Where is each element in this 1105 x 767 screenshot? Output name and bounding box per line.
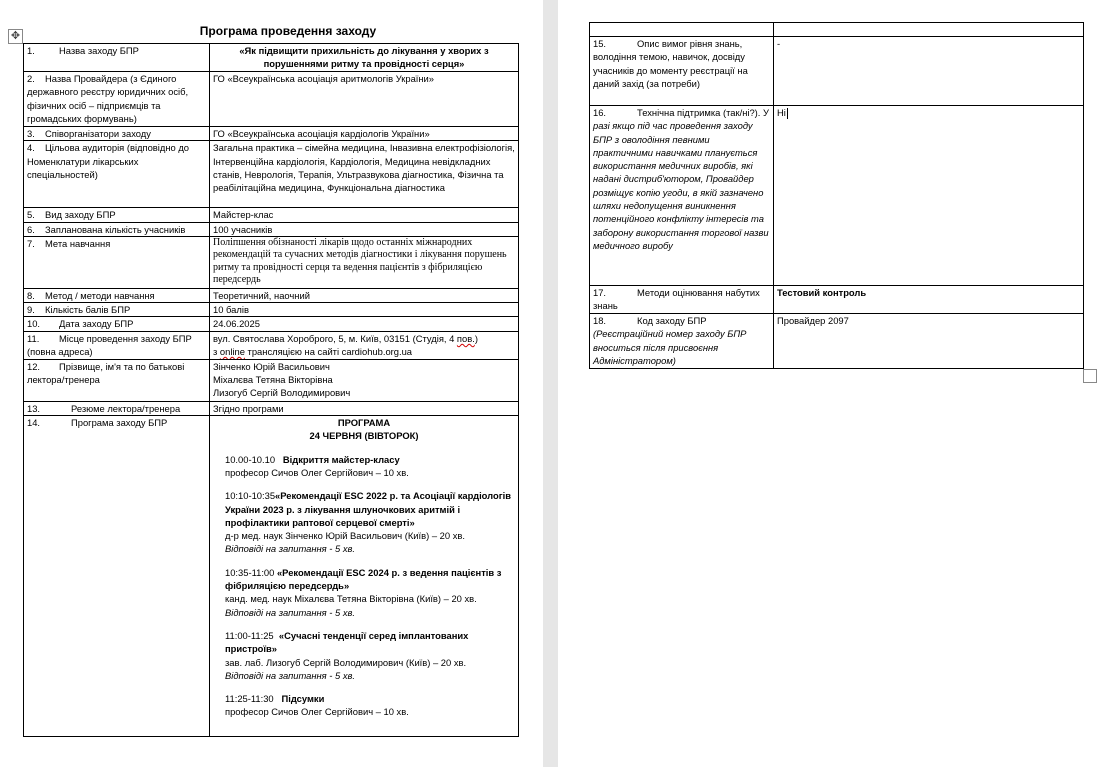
document-page-left — [0, 0, 543, 767]
teaching-methods: Теоретичний, наочний — [210, 288, 519, 302]
table-row — [590, 23, 1084, 37]
row-label: Вид заходу БПР — [45, 209, 116, 221]
participants-count: 100 учасників — [210, 222, 519, 236]
table-row: 11. Місце проведення заходу БПР (повна адреса) вул. Святослава Хороброго, 5, м. Київ, 03151 (Студія, 4 пов.) з online трансляцією на сайті cardiohub.org.ua — [24, 331, 519, 359]
program-table-continued — [589, 22, 1084, 369]
knowledge-requirements: - — [774, 37, 1084, 106]
program-date: 24 ЧЕРВНЯ (ВІВТОРОК) — [309, 430, 419, 442]
program-cell — [210, 416, 519, 737]
program-list — [213, 453, 515, 719]
row-label: Цільова аудиторія (відповідно до Номенклатури лікарських спеціальностей) — [27, 142, 190, 180]
row-label: Методи оцінювання набутих знань — [593, 287, 760, 312]
table-row: 18. Код заходу БПР (Реєстраційний номер заходу БПР вноситься після присвоєння Адміністратором) Провайдер 2097 — [590, 314, 1084, 369]
row-label: Дата заходу БПР — [59, 318, 134, 330]
lecturer-name: Лизогуб Сергій Володимирович — [213, 387, 351, 399]
row-label: Співорганізатори заходу — [45, 128, 151, 139]
row-label: Кількість балів БПР — [45, 304, 131, 316]
row-label: Програма заходу БПР — [71, 417, 168, 429]
program-item: 11:25-11:30 Підсумки професор Сичов Олег Сергійович – 10 хв. — [225, 693, 409, 718]
program-item: 10.00-10.10 Відкриття майстер-класу професор Сичов Олег Сергійович – 10 хв. — [225, 453, 409, 478]
row-label: Опис вимог рівня знань, володіння темою, навичок, досвіду учасників до моменту реєстрації на даний захід (за потреби) — [593, 38, 748, 89]
co-organizers: ГО «Всеукраїнська асоціація кардіологів України» — [210, 127, 519, 141]
table-row: 13. Резюме лектора/тренера Згідно програми — [24, 401, 519, 415]
program-item: 11:00-11:25 «Сучасні тенденції серед імплантованих пристроїв» зав. лаб. Лизогуб Сергій Володимирович (Київ) – 20 хв. Відповіді на запитання - 5 хв. — [225, 629, 469, 681]
text-cursor — [787, 108, 788, 119]
table-row: 12. Прізвище, ім'я та по батькові лектора/тренера Зінченко Юрій Васильович Міхалєва Тетяна Вікторівна Лизогуб Сергій Володимирович — [24, 359, 519, 401]
event-name: «Як підвищити прихильність до лікування у хворих з порушеннями ритму та провідності серця» — [210, 44, 519, 72]
lecturer-name: Міхалєва Тетяна Вікторівна — [213, 374, 333, 386]
row-label: Прізвище, ім'я та по батькові лектора/тренера — [27, 360, 185, 386]
program-item: 10:35-11:00 «Рекомендації ESC 2024 р. з ведення пацієнтів з фібриляцією передсердь» канд. мед. наук Міхалєва Тетяна Вікторівна (Київ) – 20 хв. Відповіді на запитання - 5 хв. — [225, 566, 502, 618]
row-label: Резюме лектора/тренера — [71, 402, 181, 414]
event-code: Провайдер 2097 — [774, 314, 1084, 369]
learning-goal: Поліпшення обізнаності лікарів щодо останніх міжнародних рекомендацій та сучасних методів діагностики і лікування порушень ритму та провідності серця та ведення пацієнтів з фібриляцією передсердь — [210, 236, 519, 288]
document-page-right — [558, 0, 1105, 767]
program-heading: ПРОГРАМА — [337, 417, 391, 429]
technical-support[interactable]: Ні — [774, 106, 1084, 286]
table-row: 5. Вид заходу БПР Майстер-клас — [24, 208, 519, 222]
table-row: 14. Програма заходу БПР ПРОГРАМА 24 ЧЕРВНЯ (ВІВТОРОК) 10.00-10.10 Відкриття майстер-класу професор Сичов Олег Сергійович – 10 хв. 10:10-10:35«Рекомендації ESC 2022 р. та Асоціації кардіологів України 2023 р. з лікування шлуночкових аритмій і профілактики раптової серцевої смерті» д-р мед. наук Зінченко Юрій Васильович (Київ) – 20 хв. Відповіді на запитання - 5 хв. 10:35-11:00 «Рекомендації ESC 2024 р. з ведення пацієнтів з фібриляцією передсердь» канд. мед. наук Міхалєва Тетяна Вікторівна (Київ) – 20 хв. Відповіді на запитання - 5 хв. 11:00-11:25 «Сучасні тенденції серед імплантованих пристроїв» зав. лаб. Лизогуб Сергій Володимирович (Київ) – 20 хв. Відповіді на запитання - 5 хв. 11:25-11:30 Підсумки професор Сичов Олег Сергійович – 10 хв. — [24, 416, 519, 737]
table-resize-handle[interactable] — [1083, 369, 1097, 383]
table-row: 2. Назва Провайдера (з Єдиного державного реєстру юридичних осіб, фізичних осіб – підприємців та громадських формувань) ГО «Всеукраїнська асоціація аритмологів України» — [24, 72, 519, 127]
event-date: 24.06.2025 — [210, 317, 519, 331]
row-label: Назва Провайдера (з Єдиного державного реєстру юридичних осіб, фізичних осіб – підприємців та громадських формувань) — [27, 73, 189, 124]
event-address: вул. Святослава Хороброго, 5, м. Київ, 03151 (Студія, 4 пов.) з online трансляцією на сайті cardiohub.org.ua — [210, 331, 519, 359]
provider-name: ГО «Всеукраїнська асоціація аритмологів України» — [210, 72, 519, 127]
lecturer-name: Зінченко Юрій Васильович — [213, 360, 330, 372]
table-row: 9. Кількість балів БПР 10 балів — [24, 303, 519, 317]
row-label: Назва заходу БПР — [59, 45, 139, 56]
program-item: 10:10-10:35«Рекомендації ESC 2022 р. та Асоціації кардіологів України 2023 р. з лікування шлуночкових аритмій і профілактики раптової серцевої смерті» д-р мед. наук Зінченко Юрій Васильович (Київ) – 20 хв. Відповіді на запитання - 5 хв. — [225, 490, 511, 555]
row-label: Місце проведення заходу БПР (повна адреса) — [27, 332, 192, 358]
table-row: 17. Методи оцінювання набутих знань Тестовий контроль — [590, 286, 1084, 314]
table-row: 16. Технічна підтримка (так/ні?). У разі якщо під час проведення заходу БПР з оволодіння певними практичними навичками планується використання медичних виробів, які надані дистриб'ютором, Провайдер розміщує копію угоди, в якій зазначено шляхи недопущення виникнення потенційного конфлікту інтересів та заборону використання торгової назви медичного виробу Ні — [590, 106, 1084, 286]
target-audience: Загальна практика – сімейна медицина, Інвазивна електрофізіологія, Інтервенційна кардіологія, Кардіологія, Медицина невідкладних станів, Неврологія, Терапія, Ультразвукова діагностика, Фізична та реабілітаційна медицина, Функціональна діагностика — [210, 141, 519, 208]
table-row: 8. Метод / методи навчання Теоретичний, наочний — [24, 288, 519, 302]
table-row: 7. Мета навчання Поліпшення обізнаності лікарів щодо останніх міжнародних рекомендацій та сучасних методів діагностики і лікування порушень ритму та провідності серця та ведення пацієнтів з фібриляцією передсердь — [24, 236, 519, 288]
event-type: Майстер-клас — [210, 208, 519, 222]
row-label: Код заходу БПР — [637, 315, 707, 326]
lecturers — [210, 359, 519, 401]
table-row: 6. Запланована кількість учасників 100 учасників — [24, 222, 519, 236]
row-label: Запланована кількість учасників — [45, 223, 186, 235]
table-row: 15. Опис вимог рівня знань, володіння темою, навичок, досвіду учасників до моменту реєстрації на даний захід (за потреби) - — [590, 37, 1084, 106]
document-title: Програма проведення заходу — [199, 24, 377, 38]
row-label: Метод / методи навчання — [45, 289, 155, 301]
table-row: 1. Назва заходу БПР «Як підвищити прихильність до лікування у хворих з порушеннями ритму та провідності серця» — [24, 44, 519, 72]
assessment-methods: Тестовий контроль — [774, 286, 1084, 314]
table-move-icon[interactable]: ✥ — [8, 29, 23, 44]
program-table — [23, 43, 519, 737]
cpd-points: 10 балів — [210, 303, 519, 317]
table-row: 3. Співорганізатори заходу ГО «Всеукраїнська асоціація кардіологів України» — [24, 127, 519, 141]
row-label: Мета навчання — [45, 237, 111, 249]
page-gutter — [543, 0, 558, 767]
row-label: Технічна підтримка (так/ні?). У — [637, 107, 769, 118]
lecturer-resume: Згідно програми — [210, 401, 519, 415]
table-row: 4. Цільова аудиторія (відповідно до Номенклатури лікарських спеціальностей) Загальна практика – сімейна медицина, Інвазивна електрофізіологія, Інтервенційна кардіологія, Кардіологія, Медицина невідкладних станів, Неврологія, Терапія, Ультразвукова діагностика, Фізична та реабілітаційна медицина, Функціональна діагностика — [24, 141, 519, 208]
table-row: 10. Дата заходу БПР 24.06.2025 — [24, 317, 519, 331]
